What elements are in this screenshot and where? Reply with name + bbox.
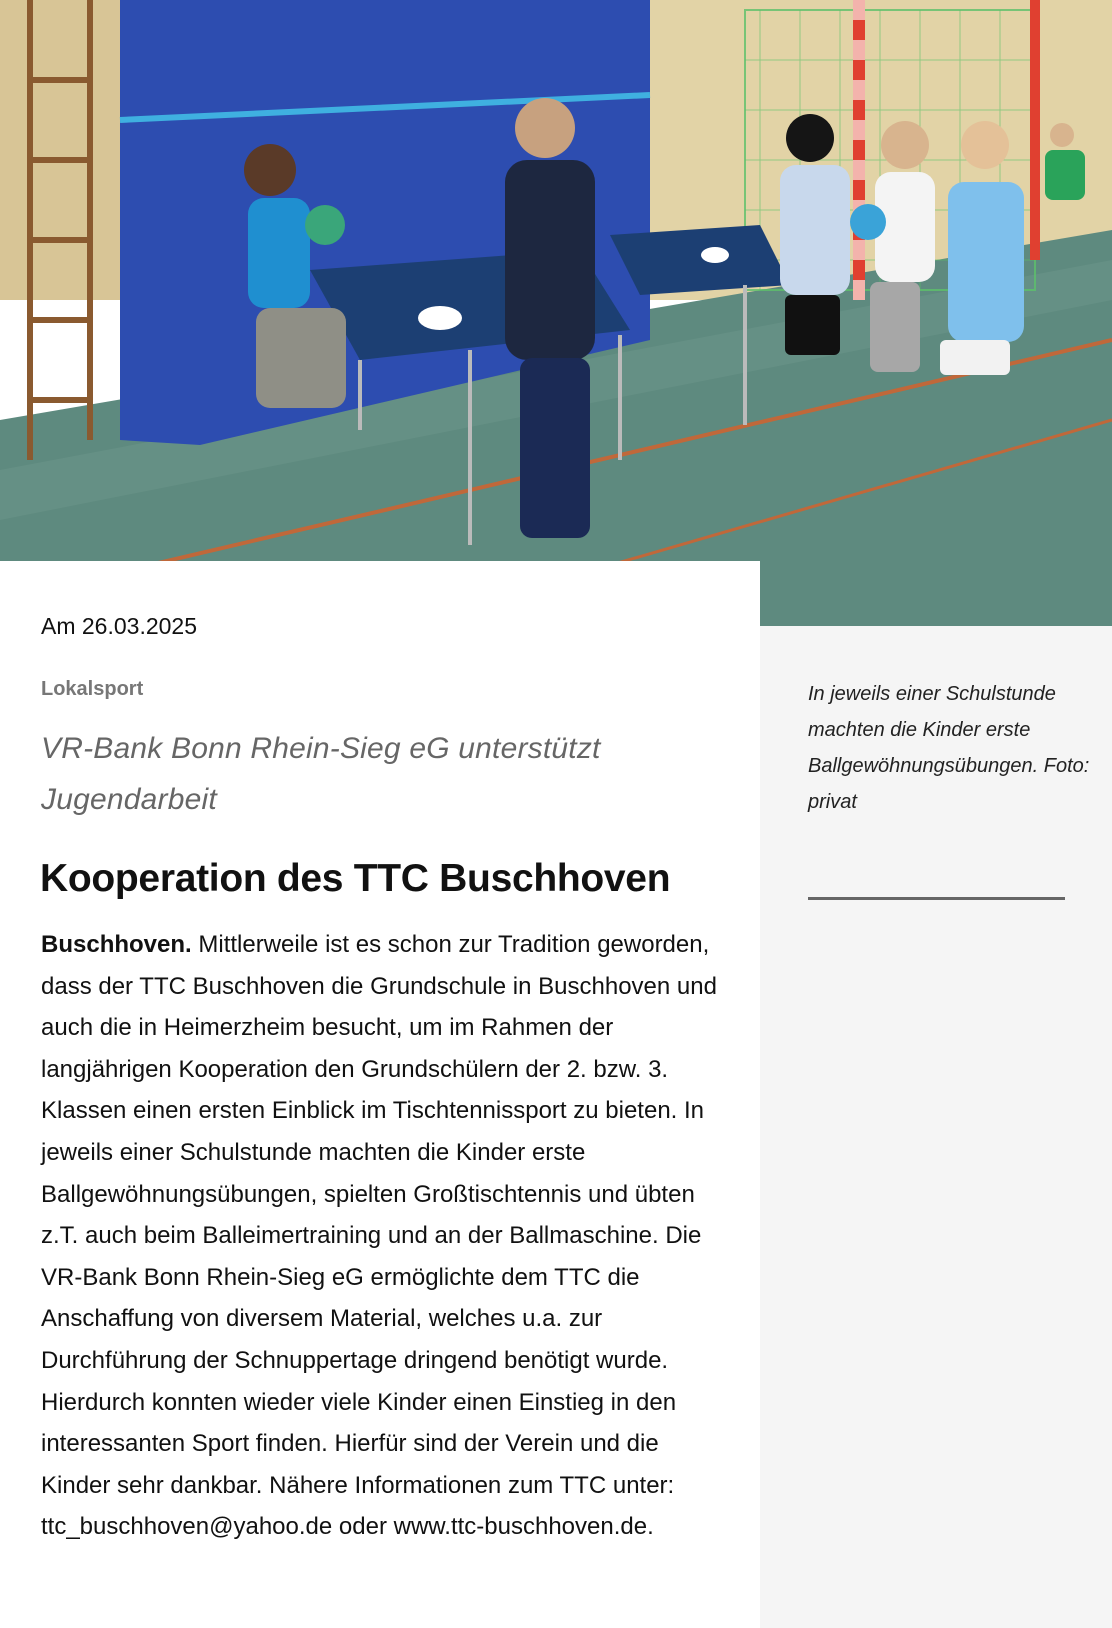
article-subtitle: VR-Bank Bonn Rhein-Sieg eG unterstützt Jugendarbeit — [41, 732, 601, 816]
article-lead: Buschhoven. — [41, 931, 192, 958]
photo-illustration — [0, 0, 1112, 626]
article-body — [41, 924, 731, 1548]
article-photo — [0, 0, 1112, 626]
photo-caption: In jeweils einer Schulstunde machten die Kinder erste Ballgewöhnungsübungen. Foto: privat — [808, 683, 1090, 813]
article-panel — [0, 561, 760, 1628]
caption-sidebar — [760, 626, 1112, 1628]
article-body-text: Mittlerweile ist es schon zur Tradition geworden, dass der TTC Buschhoven die Grundschule in Buschhoven und auch die in Heimerzheim besucht, um im Rahmen der langjährigen Kooperation den Grundschülern der 2. bzw. 3. Klassen einen ersten Einblick im Tischtennissport zu bieten. In jeweils einer Schulstunde machten die Kinder erste Ballgewöhnungsübungen, spielten Großtischtennis und übten z.T. auch beim Balleimertraining und an der Ballmaschine. Die VR-Bank Bonn Rhein-Sieg eG ermöglichte dem TTC die Anschaffung von diversem Material, welches u.a. zur Durchführung der Schnuppertage dringend benötigt wurde. Hierdurch konnten wieder viele Kinder einen Einstieg in den interessanten Sport finden. Hierfür sind der Verein und die Kinder sehr dankbar. Nähere Informationen zum TTC unter: ttc_buschhoven@yahoo.de oder www.ttc-buschhoven.de. — [41, 931, 717, 1541]
article-headline: Kooperation des TTC Buschhoven — [40, 857, 671, 900]
article-date: Am 26.03.2025 — [41, 613, 198, 639]
article-category: Lokalsport — [41, 678, 144, 700]
caption-divider — [808, 897, 1065, 900]
